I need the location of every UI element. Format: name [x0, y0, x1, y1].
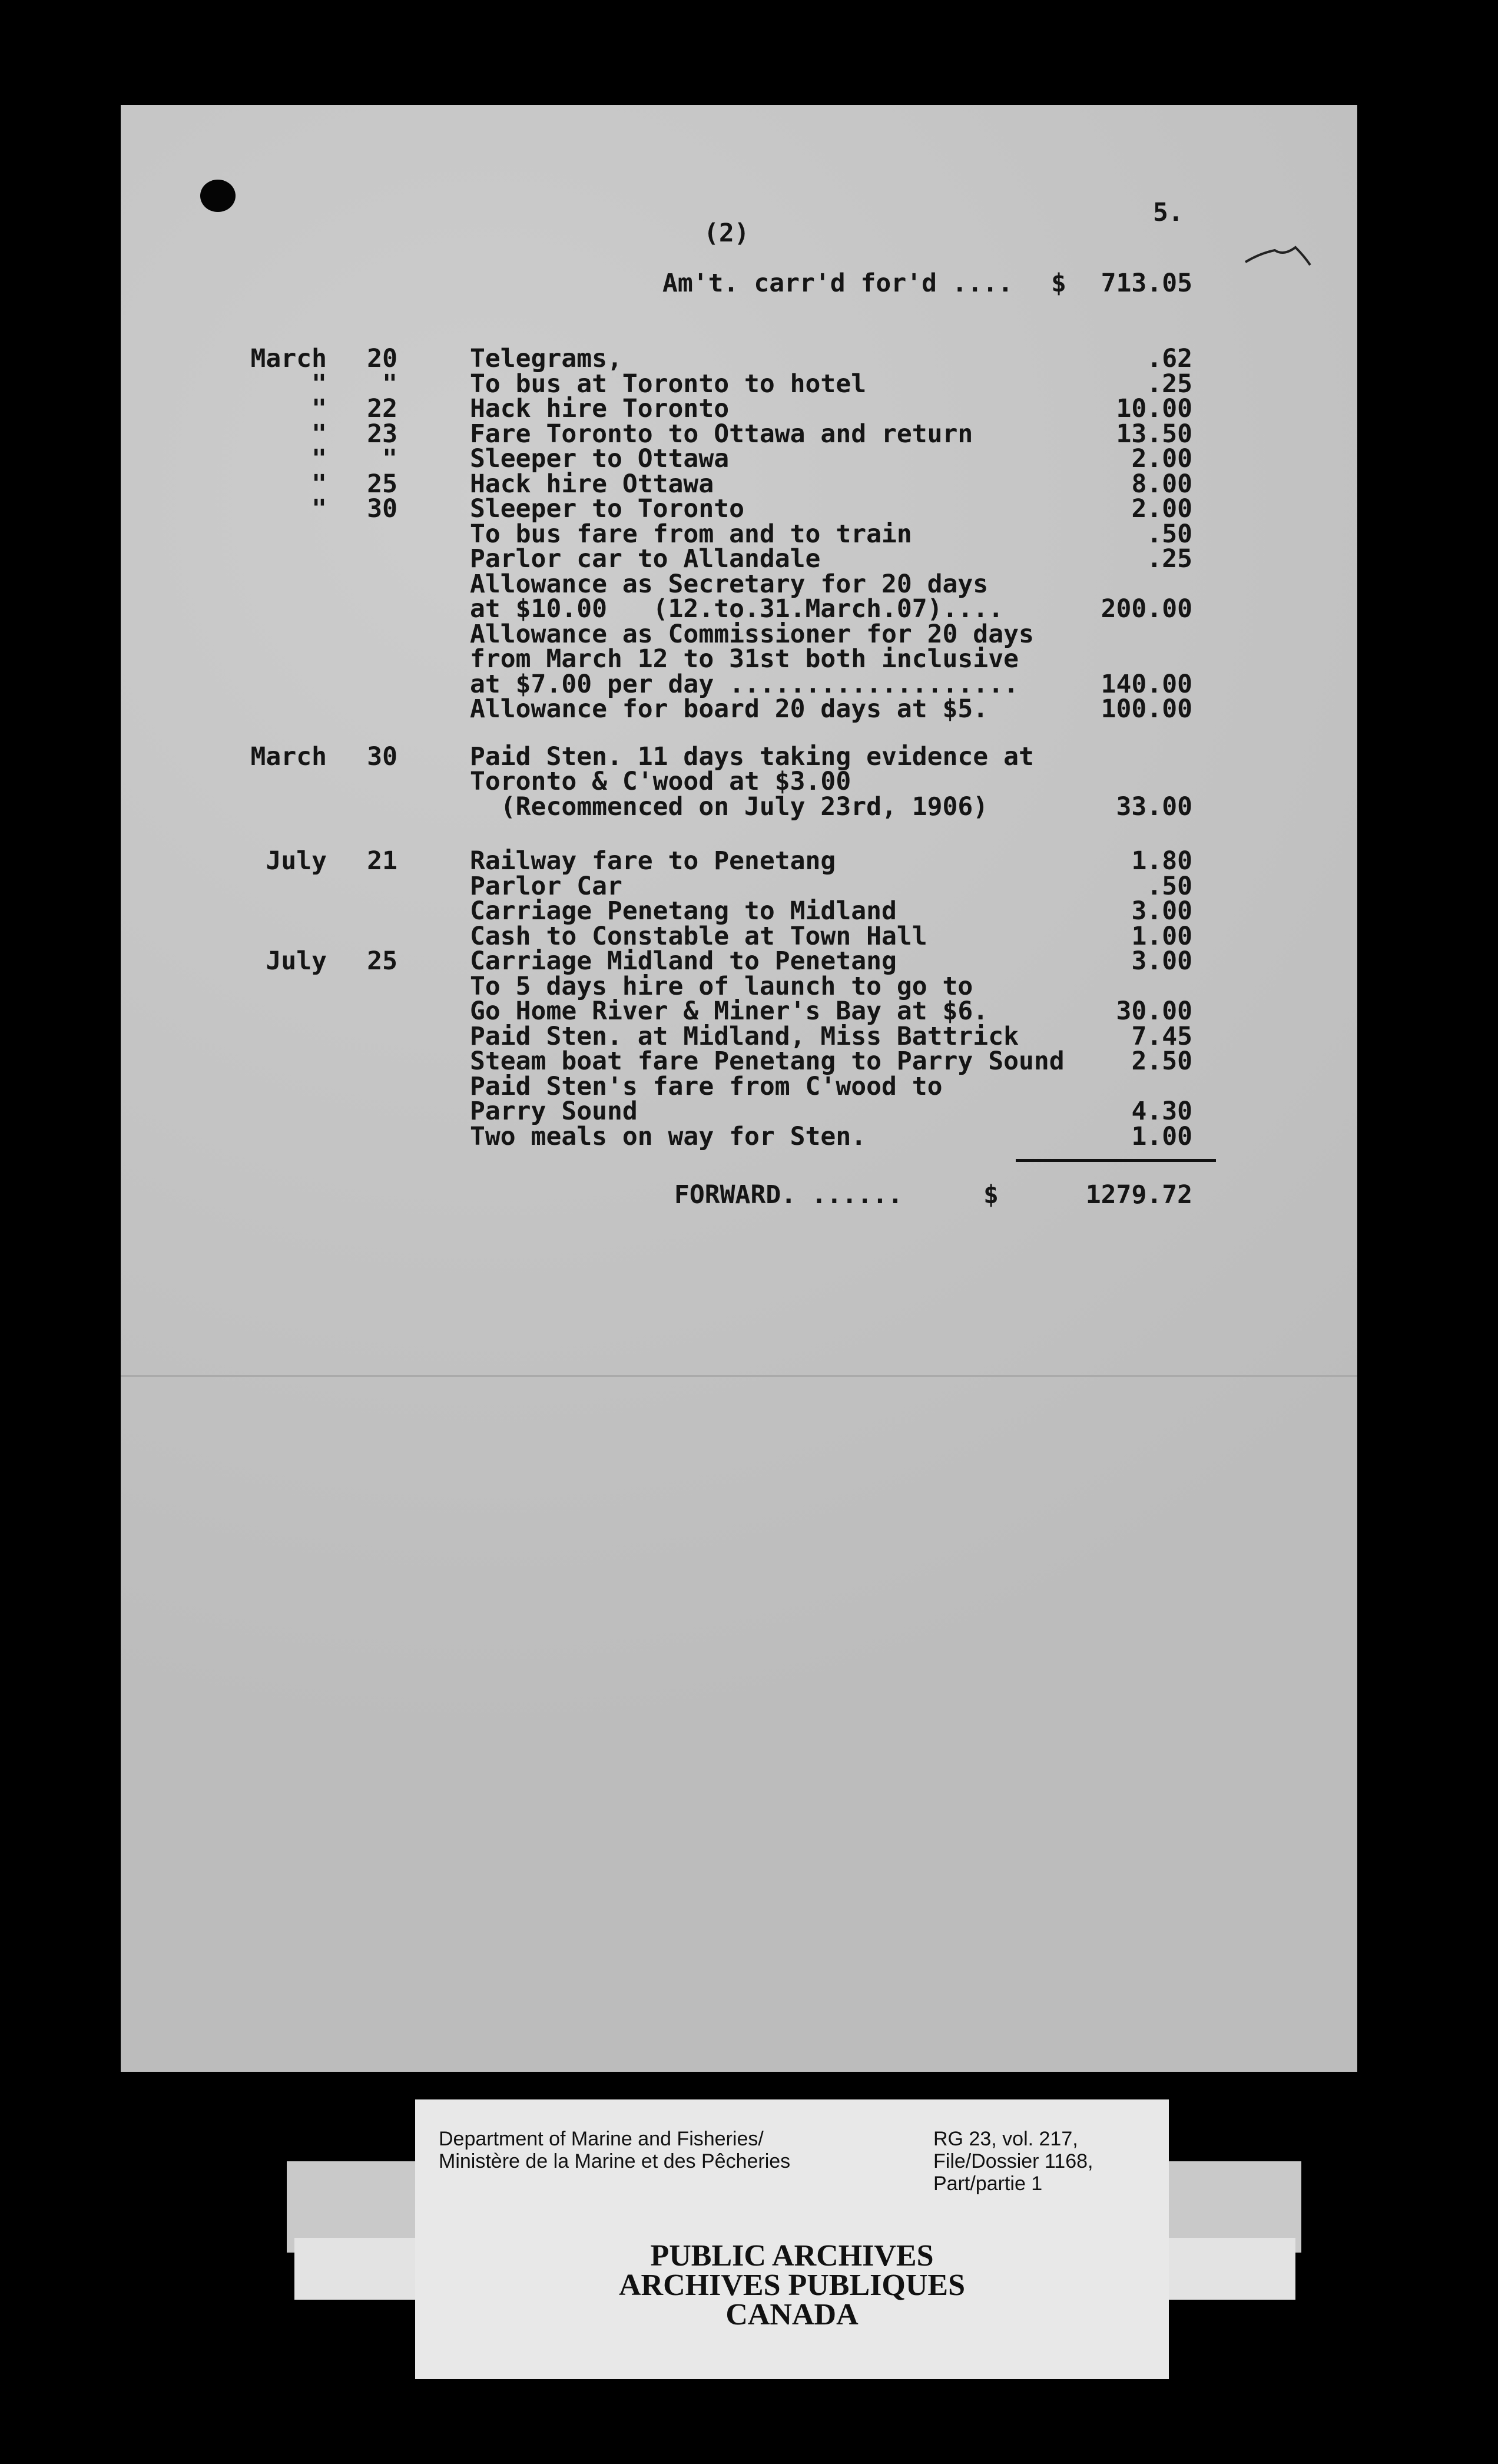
entry-description: Go Home River & Miner's Bay at $6.	[470, 996, 989, 1026]
entry-description: Paid Sten. 11 days taking evidence at	[470, 741, 1034, 771]
department-en: Department of Marine and Fisheries/	[439, 2128, 764, 2150]
entry-description: Allowance as Commissioner for 20 days	[470, 619, 1034, 649]
entry-description: Allowance for board 20 days at $5.	[470, 694, 989, 724]
entry-description: Hack hire Ottawa	[470, 469, 714, 499]
entry-description: Parlor Car	[470, 871, 622, 901]
entry-day: 20	[367, 344, 397, 373]
entry-amount: .50	[1146, 519, 1192, 549]
carried-amount: 713.05	[1101, 269, 1192, 298]
entry-amount: .25	[1146, 544, 1192, 574]
entry-amount: 33.00	[1116, 791, 1192, 822]
archives-fr: ARCHIVES PUBLIQUES	[618, 2268, 966, 2302]
entry-amount: .50	[1146, 871, 1192, 901]
entry-amount: 7.45	[1131, 1021, 1192, 1051]
entry-month: "	[311, 469, 327, 499]
entry-day: 23	[367, 419, 397, 449]
entry-description: Sleeper to Ottawa	[470, 444, 730, 473]
total-rule	[1016, 1159, 1216, 1162]
entry-description: Parlor car to Allandale	[470, 544, 821, 574]
entry-amount: 30.00	[1116, 996, 1192, 1026]
entry-month: March	[250, 741, 327, 771]
entry-amount: 1.00	[1131, 921, 1192, 951]
entry-description: Toronto & C'wood at $3.00	[470, 767, 851, 796]
entry-description: Sleeper to Toronto	[470, 494, 744, 524]
page-fold	[121, 1375, 1357, 1377]
entry-amount: .62	[1146, 344, 1192, 373]
entry-description: Carriage Midland to Penetang	[470, 946, 897, 976]
ref-line-3: Part/partie 1	[933, 2172, 1043, 2195]
carried-currency: $	[1051, 269, 1066, 298]
entry-description: Paid Sten's fare from C'wood to	[470, 1071, 943, 1101]
entry-amount: 4.30	[1131, 1097, 1192, 1126]
ref-line-2: File/Dossier 1168,	[933, 2150, 1093, 2172]
entry-month: "	[311, 444, 327, 473]
entry-amount: 10.00	[1116, 394, 1192, 423]
entry-amount: 8.00	[1131, 469, 1192, 499]
entry-description: Railway fare to Penetang	[470, 846, 836, 876]
entry-description: Carriage Penetang to Midland	[470, 896, 897, 926]
entry-amount: 200.00	[1101, 594, 1192, 624]
entry-amount: 2.00	[1131, 444, 1192, 473]
entry-day: 25	[367, 946, 397, 976]
archives-en: PUBLIC ARCHIVES	[650, 2239, 934, 2273]
archive-label	[415, 2099, 1169, 2379]
entry-description: To bus fare from and to train	[470, 519, 912, 549]
entry-description: Allowance as Secretary for 20 days	[470, 569, 989, 599]
ref-line-1: RG 23, vol. 217,	[933, 2128, 1078, 2150]
entry-description: Telegrams,	[470, 344, 622, 373]
page-number: (2)	[704, 218, 750, 248]
carried-label: Am't. carr'd for'd ....	[662, 269, 1013, 298]
pen-mark	[1242, 239, 1313, 274]
entry-amount: 1.00	[1131, 1121, 1192, 1151]
entry-amount: .25	[1146, 369, 1192, 399]
entry-day: "	[382, 369, 397, 399]
entry-month: March	[250, 344, 327, 373]
forward-label: FORWARD. ......	[674, 1180, 903, 1210]
entry-description: at $7.00 per day ...................	[470, 669, 1019, 699]
entry-amount: 1.80	[1131, 846, 1192, 876]
entry-month: July	[266, 846, 327, 876]
entry-description: Cash to Constable at Town Hall	[470, 921, 927, 951]
entry-amount: 2.50	[1131, 1046, 1192, 1076]
entry-amount: 140.00	[1101, 669, 1192, 699]
entry-month: "	[311, 494, 327, 524]
entry-day: 25	[367, 469, 397, 499]
entry-amount: 2.00	[1131, 494, 1192, 524]
punch-hole	[200, 180, 236, 212]
forward-currency: $	[983, 1180, 999, 1210]
entry-description: Two meals on way for Sten.	[470, 1121, 867, 1151]
entry-description: Hack hire Toronto	[470, 394, 730, 423]
entry-month: "	[311, 369, 327, 399]
entry-description: at $10.00 (12.to.31.March.07)....	[470, 594, 1004, 624]
entry-day: 22	[367, 394, 397, 423]
entry-day: 21	[367, 846, 397, 876]
entry-description: Steam boat fare Penetang to Parry Sound	[470, 1046, 1065, 1076]
entry-amount: 3.00	[1131, 946, 1192, 976]
department-fr: Ministère de la Marine et des Pêcheries	[439, 2150, 791, 2172]
entry-description: Parry Sound	[470, 1097, 638, 1126]
entry-day: 30	[367, 741, 397, 771]
entry-description: Paid Sten. at Midland, Miss Battrick	[470, 1021, 1019, 1051]
entry-description: To 5 days hire of launch to go to	[470, 971, 973, 1001]
entry-amount: 100.00	[1101, 694, 1192, 724]
entry-description: To bus at Toronto to hotel	[470, 369, 867, 399]
entry-amount: 13.50	[1116, 419, 1192, 449]
entry-month: July	[266, 946, 327, 976]
entry-amount: 3.00	[1131, 896, 1192, 926]
entry-day: "	[382, 444, 397, 473]
entry-month: "	[311, 419, 327, 449]
sheet-number: 5.	[1153, 198, 1184, 227]
entry-day: 30	[367, 494, 397, 524]
forward-amount: 1279.72	[1085, 1180, 1192, 1210]
entry-description: Fare Toronto to Ottawa and return	[470, 419, 973, 449]
entry-month: "	[311, 394, 327, 423]
entry-description: from March 12 to 31st both inclusive	[470, 644, 1019, 674]
entry-description: (Recommenced on July 23rd, 1906)	[470, 791, 989, 822]
archives-country: CANADA	[725, 2298, 859, 2331]
